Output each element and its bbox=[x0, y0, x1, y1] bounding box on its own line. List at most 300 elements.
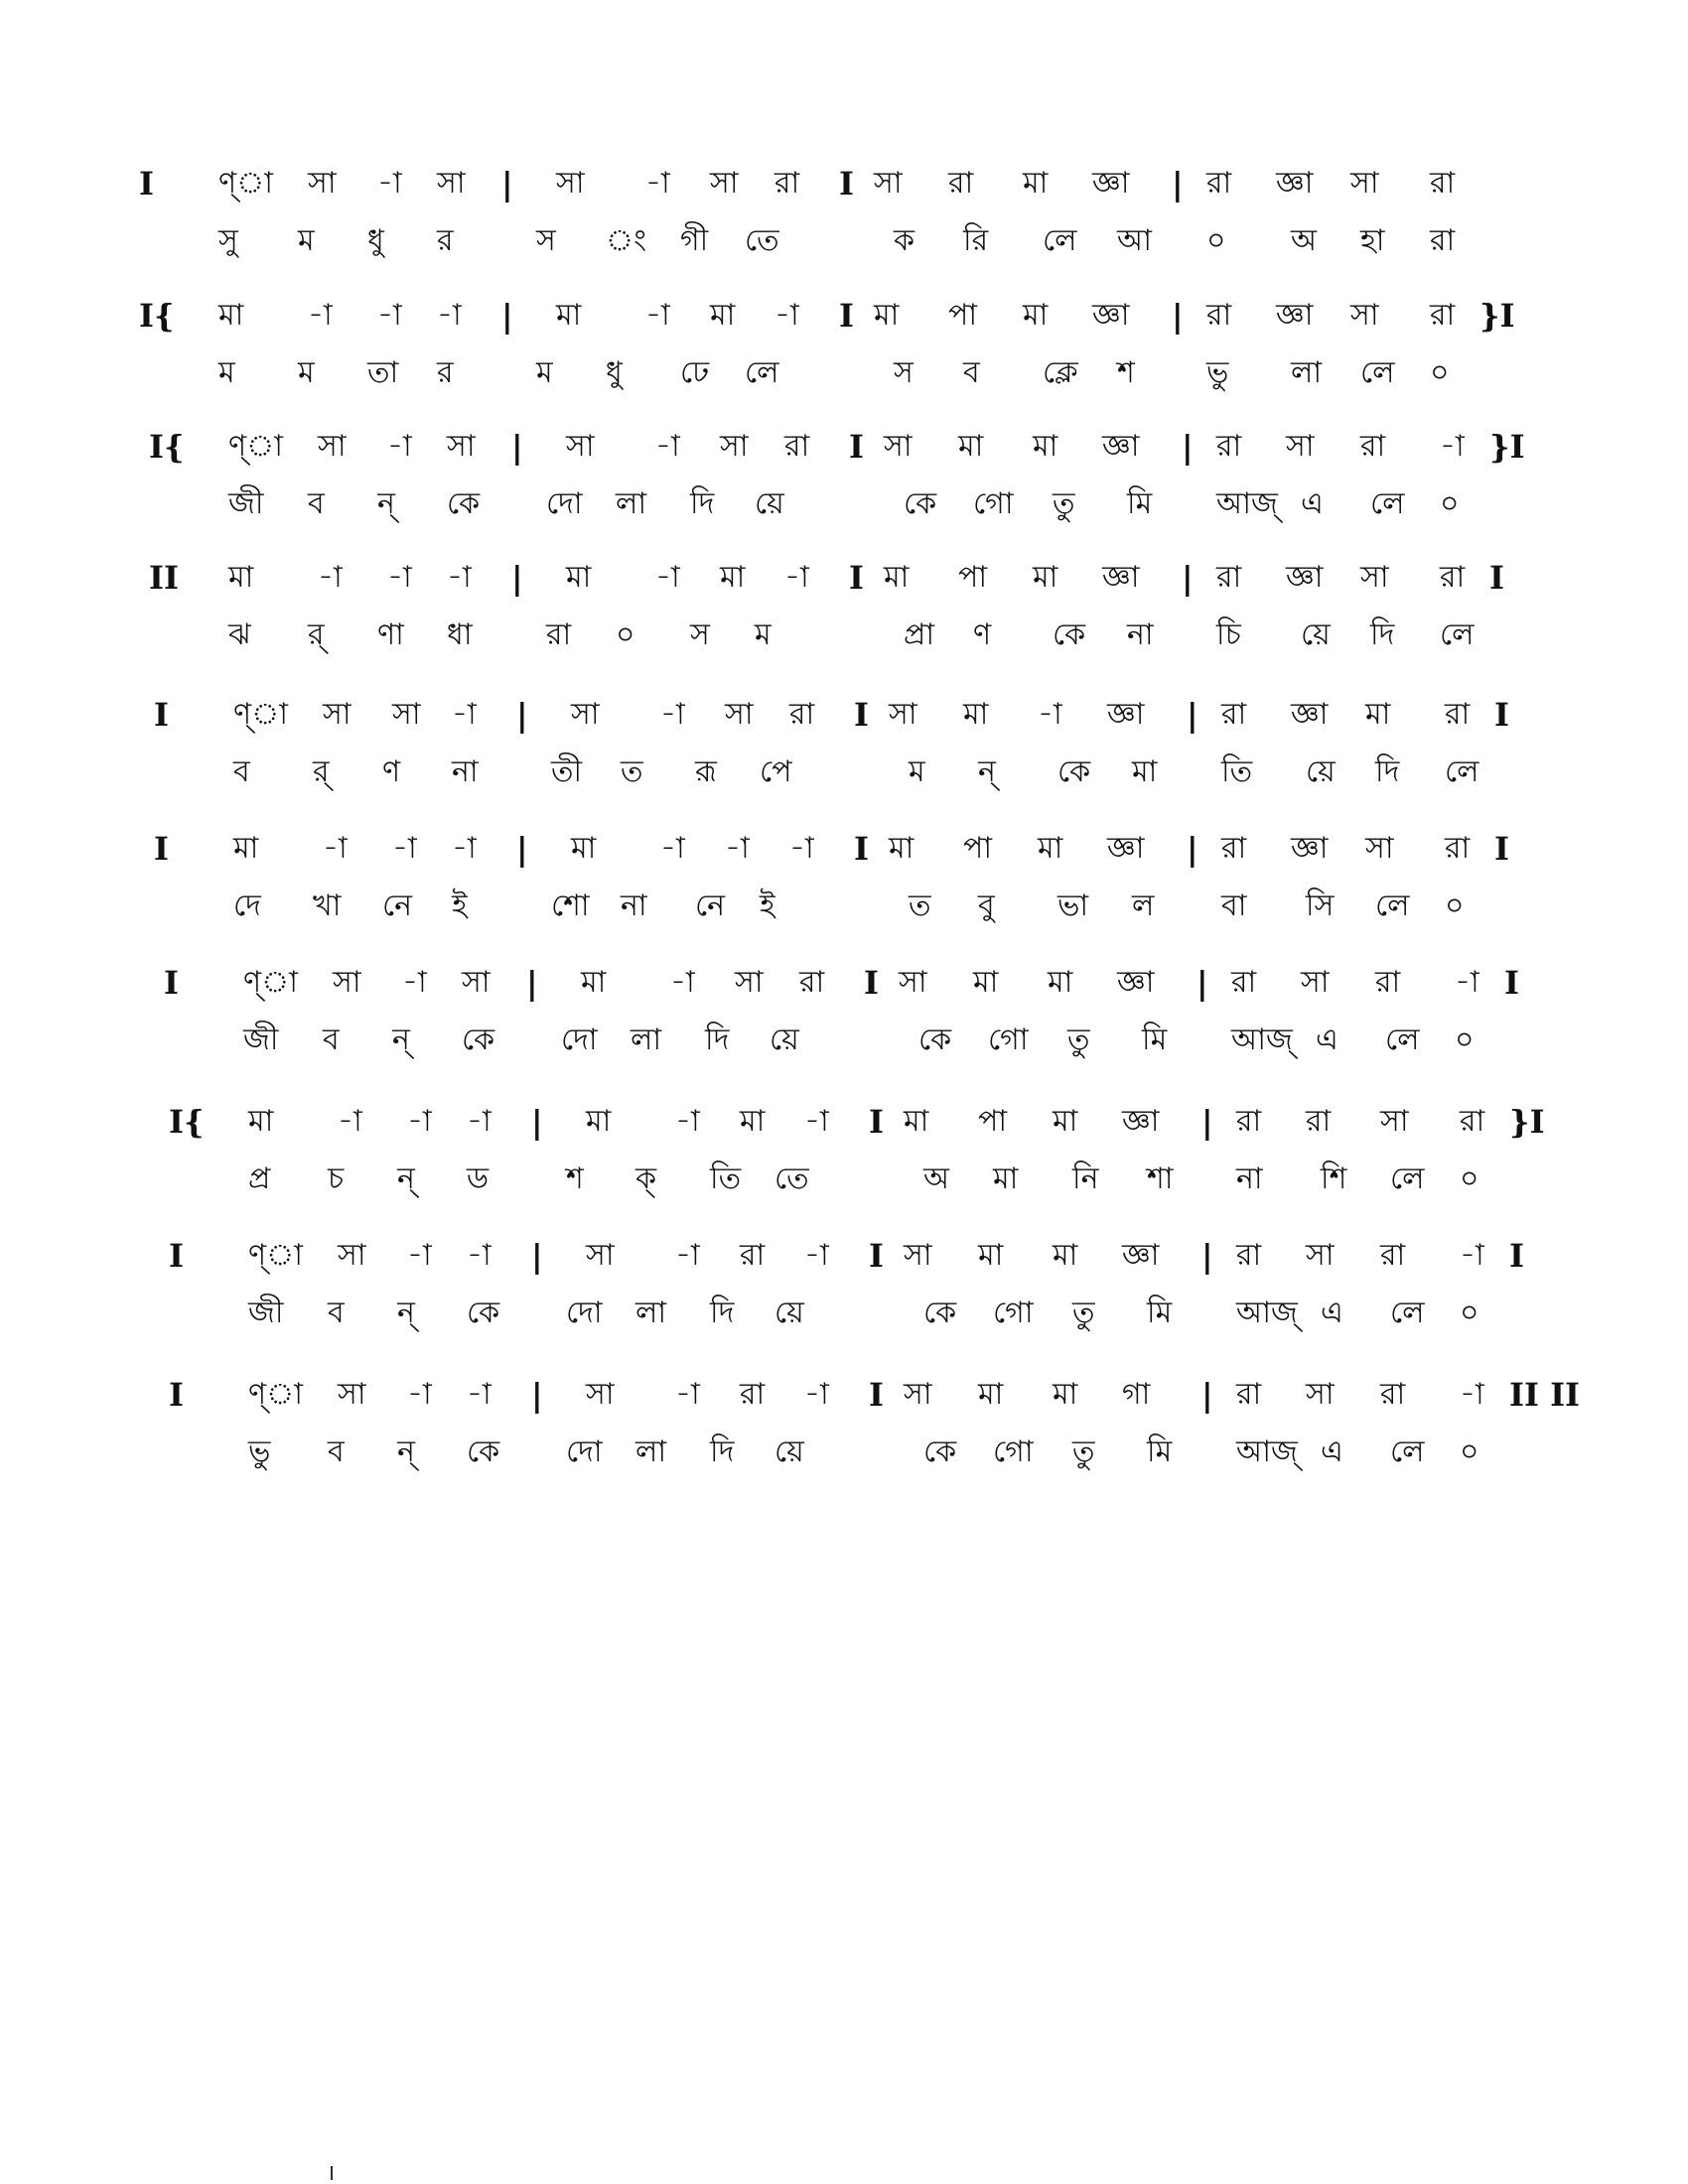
swara-note: -া bbox=[338, 1104, 362, 1139]
swara-note: সা bbox=[1350, 166, 1379, 201]
lyric-syllable: গো bbox=[973, 486, 1014, 521]
barline: | bbox=[501, 297, 513, 335]
swara-note: রা bbox=[1380, 1238, 1406, 1273]
swara-note: -া bbox=[452, 831, 477, 866]
swara-note: সা bbox=[904, 1377, 932, 1412]
lyric-syllable: ০ bbox=[1430, 355, 1450, 390]
swara-note: সা bbox=[725, 697, 754, 732]
swara-note: সা bbox=[323, 697, 352, 732]
lyric-syllable: স bbox=[894, 355, 914, 390]
lyric-syllable: ন্ bbox=[392, 1023, 410, 1057]
swara-note: -া bbox=[655, 429, 680, 464]
lyric-syllable: মি bbox=[1147, 1296, 1173, 1330]
lyric-syllable: জী bbox=[228, 486, 264, 521]
lyric-syllable: ম bbox=[909, 754, 925, 789]
lyric-syllable: দি bbox=[710, 1434, 735, 1469]
barline: | bbox=[1182, 428, 1194, 466]
lyric-row bbox=[169, 1289, 1539, 1338]
barline: II II bbox=[1509, 1376, 1581, 1414]
lyric-row bbox=[154, 882, 1524, 931]
lyric-syllable: য়ে bbox=[770, 1023, 799, 1057]
swara-note: মা bbox=[1023, 166, 1049, 201]
swara-note: সা bbox=[904, 1238, 932, 1273]
swara-note: রা bbox=[740, 1377, 766, 1412]
lyric-syllable: কে bbox=[467, 1434, 500, 1469]
barline: | bbox=[1182, 559, 1194, 597]
swara-note: সা bbox=[1365, 831, 1394, 866]
swara-note: -া bbox=[407, 1377, 432, 1412]
swara-note: মা bbox=[874, 298, 900, 333]
swara-note: সা bbox=[1306, 1377, 1335, 1412]
swara-note: মা bbox=[1023, 298, 1049, 333]
swara-note: মা bbox=[233, 831, 259, 866]
swara-note: মা bbox=[889, 831, 914, 866]
lyric-syllable: না bbox=[452, 754, 479, 789]
lyric-syllable: গী bbox=[680, 223, 709, 258]
swara-note: সা bbox=[1350, 298, 1379, 333]
lyric-syllable: লে bbox=[1390, 1296, 1425, 1330]
lyric-syllable: তু bbox=[1072, 1296, 1095, 1330]
lyric-syllable: ক্ bbox=[635, 1161, 656, 1196]
lyric-syllable: ০ bbox=[1440, 486, 1460, 521]
swara-note: -া bbox=[655, 560, 680, 595]
swara-note: মা bbox=[958, 429, 984, 464]
swara-note: রা bbox=[1306, 1104, 1332, 1139]
swara-note: রা bbox=[1430, 298, 1456, 333]
lyric-syllable: ন্ bbox=[377, 486, 395, 521]
lyric-syllable: মা bbox=[993, 1161, 1019, 1196]
swara-note: -া bbox=[804, 1104, 829, 1139]
swara-note: -া bbox=[1455, 965, 1479, 1000]
swara-note: -া bbox=[1460, 1238, 1484, 1273]
swara-note: রা bbox=[1216, 429, 1242, 464]
swara-note: রা bbox=[774, 166, 800, 201]
lyric-syllable: ন্ bbox=[397, 1296, 415, 1330]
barline: | bbox=[516, 830, 528, 868]
swara-note: রা bbox=[1430, 166, 1456, 201]
swara-note: -া bbox=[392, 831, 417, 866]
lyric-syllable: সু bbox=[218, 223, 238, 258]
swara-note: জ্ঞা bbox=[1102, 429, 1140, 464]
lyric-syllable: মি bbox=[1127, 486, 1153, 521]
swara-note: রা bbox=[1440, 560, 1466, 595]
lyric-syllable: ই bbox=[452, 888, 468, 923]
lyric-syllable: মি bbox=[1147, 1434, 1173, 1469]
swara-note: রা bbox=[784, 429, 810, 464]
lyric-syllable: তি bbox=[1221, 754, 1253, 789]
swara-note: -া bbox=[318, 560, 343, 595]
barline: I bbox=[139, 165, 154, 203]
notation-system bbox=[169, 1097, 1545, 1226]
barline: I bbox=[1494, 830, 1509, 868]
swara-note: -া bbox=[437, 298, 462, 333]
swara-note: সা bbox=[392, 697, 421, 732]
lyric-syllable: চ bbox=[328, 1161, 345, 1196]
swara-note: রা bbox=[740, 1238, 766, 1273]
swara-note: সা bbox=[1306, 1238, 1335, 1273]
swara-note: -া bbox=[1460, 1377, 1484, 1412]
swara-note: -া bbox=[407, 1104, 432, 1139]
barline: I bbox=[164, 964, 179, 1002]
lyric-syllable: দো bbox=[566, 1434, 603, 1469]
lyric-syllable: ০ bbox=[1445, 888, 1465, 923]
swara-note: -া bbox=[1038, 697, 1062, 732]
swara-note: পা bbox=[948, 298, 978, 333]
swara-note: সা bbox=[586, 1238, 615, 1273]
swara-note: সা bbox=[1360, 560, 1389, 595]
swara-note: সা bbox=[333, 965, 361, 1000]
swara-note: -া bbox=[660, 697, 685, 732]
swara-note: জ্ঞা bbox=[1286, 560, 1324, 595]
swara-note: রা bbox=[1236, 1104, 1262, 1139]
swara-note: জ্ঞা bbox=[1291, 831, 1329, 866]
swara-note: মা bbox=[248, 1104, 274, 1139]
lyric-syllable: ধা bbox=[447, 617, 473, 652]
swara-note: সা bbox=[735, 965, 764, 1000]
swara-note: -া bbox=[447, 560, 472, 595]
barline: | bbox=[501, 165, 513, 203]
swara-note: -া bbox=[377, 166, 402, 201]
notation-system bbox=[149, 422, 1525, 551]
lyric-syllable: তে bbox=[745, 223, 779, 258]
lyric-syllable: আজ্ bbox=[1216, 486, 1278, 521]
swara-note: সা bbox=[889, 697, 917, 732]
swara-note: জ্ঞা bbox=[1276, 166, 1314, 201]
lyric-syllable: য়ে bbox=[1306, 754, 1336, 789]
lyric-syllable: দি bbox=[710, 1296, 735, 1330]
lyric-syllable: ব bbox=[328, 1434, 345, 1469]
swara-note: পা bbox=[978, 1104, 1008, 1139]
barline: I bbox=[839, 297, 854, 335]
swara-note: ণ্া bbox=[233, 697, 288, 732]
swara-note: রা bbox=[1236, 1377, 1262, 1412]
lyric-syllable: শো bbox=[551, 888, 590, 923]
lyric-syllable: মি bbox=[1142, 1023, 1168, 1057]
lyric-syllable: লা bbox=[635, 1296, 667, 1330]
swara-note: মা bbox=[218, 298, 244, 333]
swara-note: রা bbox=[1221, 831, 1247, 866]
lyric-syllable: দি bbox=[690, 486, 715, 521]
swara-note: মা bbox=[566, 560, 592, 595]
lyric-syllable: হা bbox=[1360, 223, 1385, 258]
barline: I bbox=[869, 1376, 884, 1414]
swara-note: রা bbox=[1445, 697, 1471, 732]
barline: I bbox=[854, 696, 869, 734]
swara-note: সা bbox=[338, 1238, 366, 1273]
lyric-syllable: খা bbox=[313, 888, 342, 923]
swara-note: মা bbox=[1033, 560, 1058, 595]
swara-note: -া bbox=[467, 1104, 492, 1139]
swara-note: মা bbox=[1053, 1104, 1078, 1139]
swara-note: সা bbox=[899, 965, 927, 1000]
swara-note: -া bbox=[774, 298, 799, 333]
lyric-syllable: য়ে bbox=[774, 1296, 804, 1330]
swara-note: গা bbox=[1122, 1377, 1151, 1412]
lyric-syllable: কে bbox=[467, 1296, 500, 1330]
barline: I bbox=[849, 428, 864, 466]
swara-note: -া bbox=[789, 831, 814, 866]
swara-note: রা bbox=[1216, 560, 1242, 595]
lyric-syllable: রি bbox=[963, 223, 989, 258]
lyric-syllable: দো bbox=[566, 1296, 603, 1330]
swara-note: -া bbox=[645, 298, 670, 333]
swara-note: জ্ঞা bbox=[1291, 697, 1329, 732]
swara-note: মা bbox=[556, 298, 582, 333]
barline: I{ bbox=[139, 297, 175, 335]
notation-system bbox=[139, 159, 1509, 288]
lyric-row bbox=[149, 479, 1519, 529]
swara-note: পা bbox=[958, 560, 988, 595]
lyric-row bbox=[139, 216, 1509, 266]
lyric-syllable: না bbox=[1127, 617, 1154, 652]
lyric-syllable: দি bbox=[1370, 617, 1395, 652]
swara-note: মা bbox=[904, 1104, 929, 1139]
swara-note: রা bbox=[1380, 1377, 1406, 1412]
lyric-syllable: রা bbox=[1430, 223, 1456, 258]
lyric-syllable: গো bbox=[993, 1434, 1034, 1469]
barline: | bbox=[1172, 297, 1184, 335]
barline: | bbox=[516, 696, 528, 734]
swara-row bbox=[169, 1097, 1545, 1147]
lyric-syllable: নে bbox=[382, 888, 413, 923]
lyric-syllable: ব bbox=[308, 486, 325, 521]
barline: II bbox=[149, 559, 179, 597]
lyric-syllable: আজ্ bbox=[1236, 1296, 1298, 1330]
swara-note: -া bbox=[1440, 429, 1465, 464]
lyric-syllable: ম bbox=[298, 223, 315, 258]
barline: I{ bbox=[169, 1103, 205, 1141]
lyric-syllable: তু bbox=[1053, 486, 1075, 521]
lyric-syllable: ০ bbox=[616, 617, 635, 652]
barline: I bbox=[169, 1237, 184, 1275]
swara-note: মা bbox=[720, 560, 746, 595]
lyric-syllable: র bbox=[437, 355, 454, 390]
swara-note: রা bbox=[1236, 1238, 1262, 1273]
lyric-row bbox=[169, 1428, 1539, 1477]
barline: I{ bbox=[149, 428, 185, 466]
lyric-syllable: লে bbox=[1390, 1161, 1425, 1196]
swara-note: সা bbox=[447, 429, 476, 464]
lyric-syllable: এ bbox=[1301, 486, 1324, 521]
lyric-syllable: ড bbox=[467, 1161, 490, 1196]
lyric-syllable: ক্লে bbox=[1043, 355, 1078, 390]
swara-note: সা bbox=[462, 965, 491, 1000]
lyric-syllable: গো bbox=[993, 1296, 1034, 1330]
swara-row bbox=[154, 824, 1524, 874]
notation-system bbox=[154, 690, 1524, 819]
swara-note: মা bbox=[1033, 429, 1058, 464]
notation-system bbox=[169, 1370, 1581, 1499]
lyric-syllable: ন্ bbox=[978, 754, 996, 789]
lyric-syllable: মা bbox=[1132, 754, 1158, 789]
lyric-syllable: নি bbox=[1072, 1161, 1099, 1196]
lyric-syllable: ণ bbox=[382, 754, 401, 789]
notation-system bbox=[169, 1231, 1539, 1360]
lyric-syllable: সি bbox=[1306, 888, 1335, 923]
barline: | bbox=[1201, 1376, 1213, 1414]
swara-note: ণ্া bbox=[248, 1238, 303, 1273]
lyric-row bbox=[169, 1155, 1539, 1204]
lyric-syllable: ধু bbox=[367, 223, 384, 258]
swara-note: রা bbox=[948, 166, 974, 201]
lyric-syllable: কে bbox=[1053, 617, 1086, 652]
swara-note: -া bbox=[452, 697, 477, 732]
lyric-syllable: র্ bbox=[313, 754, 330, 789]
barline: | bbox=[531, 1376, 543, 1414]
barline: I bbox=[869, 1237, 884, 1275]
swara-note: মা bbox=[978, 1377, 1004, 1412]
lyric-syllable: ঢে bbox=[680, 355, 710, 390]
lyric-syllable: কে bbox=[462, 1023, 495, 1057]
lyric-syllable: প্রা bbox=[904, 617, 935, 652]
swara-note: -া bbox=[323, 831, 348, 866]
lyric-syllable: না bbox=[1236, 1161, 1263, 1196]
swara-note: রা bbox=[1206, 166, 1232, 201]
lyric-syllable: ভু bbox=[248, 1434, 271, 1469]
swara-note: সা bbox=[1301, 965, 1330, 1000]
swara-note: জ্ঞা bbox=[1102, 560, 1140, 595]
barline: I bbox=[1509, 1237, 1524, 1275]
lyric-syllable: তা bbox=[367, 355, 399, 390]
lyric-syllable: এ bbox=[1316, 1023, 1338, 1057]
barline: I bbox=[1494, 696, 1509, 734]
swara-note: -া bbox=[387, 560, 412, 595]
lyric-syllable: দো bbox=[561, 1023, 598, 1057]
swara-note: জ্ঞা bbox=[1092, 298, 1130, 333]
barline: I bbox=[869, 1103, 884, 1141]
barline: | bbox=[531, 1237, 543, 1275]
lyric-syllable: শ bbox=[1117, 355, 1135, 390]
swara-note: রা bbox=[789, 697, 815, 732]
lyric-syllable: কে bbox=[918, 1023, 952, 1057]
swara-row bbox=[149, 422, 1525, 472]
swara-note: সা bbox=[566, 429, 595, 464]
swara-note: মা bbox=[1053, 1377, 1078, 1412]
lyric-syllable: আজ্ bbox=[1231, 1023, 1293, 1057]
swara-note: জ্ঞা bbox=[1122, 1104, 1160, 1139]
swara-note: মা bbox=[571, 831, 597, 866]
lyric-syllable: র bbox=[437, 223, 454, 258]
barline: | bbox=[511, 559, 523, 597]
barline: | bbox=[511, 428, 523, 466]
swara-note: রা bbox=[1231, 965, 1257, 1000]
lyric-syllable: ক bbox=[894, 223, 914, 258]
lyric-syllable: ভু bbox=[1206, 355, 1229, 390]
lyric-syllable: স bbox=[536, 223, 556, 258]
lyric-syllable: ন্ bbox=[397, 1434, 415, 1469]
swara-note: সা bbox=[1380, 1104, 1409, 1139]
lyric-syllable: য়ে bbox=[755, 486, 784, 521]
swara-note: সা bbox=[884, 429, 913, 464]
lyric-syllable: লে bbox=[1440, 617, 1475, 652]
lyric-syllable: ০ bbox=[1460, 1161, 1479, 1196]
swara-row bbox=[169, 1370, 1581, 1420]
lyric-syllable: বা bbox=[1221, 888, 1247, 923]
swara-note: সা bbox=[338, 1377, 366, 1412]
page-edge-mark bbox=[331, 2166, 333, 2180]
lyric-syllable: কে bbox=[923, 1296, 957, 1330]
lyric-row bbox=[139, 348, 1509, 398]
swara-note: রা bbox=[1375, 965, 1401, 1000]
swara-note: -া bbox=[467, 1238, 492, 1273]
barline: I bbox=[154, 830, 169, 868]
lyric-syllable: ধু bbox=[606, 355, 623, 390]
swara-note: মা bbox=[1053, 1238, 1078, 1273]
lyric-syllable: লে bbox=[1043, 223, 1077, 258]
swara-note: -া bbox=[804, 1238, 829, 1273]
notation-system bbox=[139, 291, 1515, 420]
swara-note: ণ্া bbox=[243, 965, 298, 1000]
swara-note: মা bbox=[740, 1104, 766, 1139]
swara-note: মা bbox=[973, 965, 999, 1000]
lyric-syllable: জী bbox=[248, 1296, 284, 1330]
swara-note: জ্ঞা bbox=[1276, 298, 1314, 333]
barline: }I bbox=[1479, 297, 1515, 335]
lyric-row bbox=[149, 611, 1519, 660]
lyric-syllable: পে bbox=[760, 754, 792, 789]
lyric-syllable: জী bbox=[243, 1023, 279, 1057]
swara-note: সা bbox=[308, 166, 337, 201]
swara-note: -া bbox=[675, 1238, 700, 1273]
barline: }I bbox=[1489, 428, 1525, 466]
swara-note: মা bbox=[1365, 697, 1391, 732]
swara-row bbox=[149, 553, 1519, 603]
lyric-syllable: লে bbox=[1360, 355, 1395, 390]
lyric-syllable: শি bbox=[1321, 1161, 1347, 1196]
swara-note: রা bbox=[799, 965, 825, 1000]
swara-note: রা bbox=[1445, 831, 1471, 866]
lyric-syllable: লে bbox=[1390, 1434, 1425, 1469]
barline: I bbox=[864, 964, 879, 1002]
swara-note: ণ্া bbox=[218, 166, 273, 201]
swara-note: -া bbox=[402, 965, 427, 1000]
swara-row bbox=[164, 958, 1534, 1008]
swara-note: মা bbox=[710, 298, 736, 333]
lyric-syllable: লে bbox=[1445, 754, 1479, 789]
lyric-syllable: বু bbox=[978, 888, 995, 923]
lyric-syllable: অ bbox=[923, 1161, 949, 1196]
lyric-syllable: অ bbox=[1291, 223, 1317, 258]
lyric-syllable: কে bbox=[923, 1434, 957, 1469]
swara-note: মা bbox=[1038, 831, 1063, 866]
swara-note: -া bbox=[784, 560, 809, 595]
lyric-syllable: ব bbox=[328, 1296, 345, 1330]
lyric-syllable: লা bbox=[635, 1434, 667, 1469]
lyric-syllable: স bbox=[690, 617, 710, 652]
swara-note: মা bbox=[1048, 965, 1073, 1000]
barline: | bbox=[1201, 1103, 1213, 1141]
swara-note: জ্ঞা bbox=[1117, 965, 1155, 1000]
lyric-syllable: ম bbox=[755, 617, 772, 652]
lyric-syllable: ০ bbox=[1206, 223, 1226, 258]
swara-note: -া bbox=[725, 831, 750, 866]
lyric-syllable: আ bbox=[1117, 223, 1152, 258]
lyric-syllable: তি bbox=[710, 1161, 742, 1196]
barline: | bbox=[1187, 696, 1198, 734]
swara-row bbox=[154, 690, 1524, 740]
lyric-syllable: এ bbox=[1321, 1296, 1343, 1330]
barline: | bbox=[1196, 964, 1208, 1002]
lyric-syllable: তু bbox=[1067, 1023, 1090, 1057]
lyric-row bbox=[164, 1016, 1534, 1065]
swara-note: -া bbox=[804, 1377, 829, 1412]
barline: I bbox=[154, 696, 169, 734]
swara-note: রা bbox=[1360, 429, 1386, 464]
lyric-syllable: ০ bbox=[1460, 1434, 1479, 1469]
lyric-row bbox=[154, 748, 1524, 797]
barline: I bbox=[1504, 964, 1519, 1002]
lyric-syllable: ণ bbox=[973, 617, 992, 652]
